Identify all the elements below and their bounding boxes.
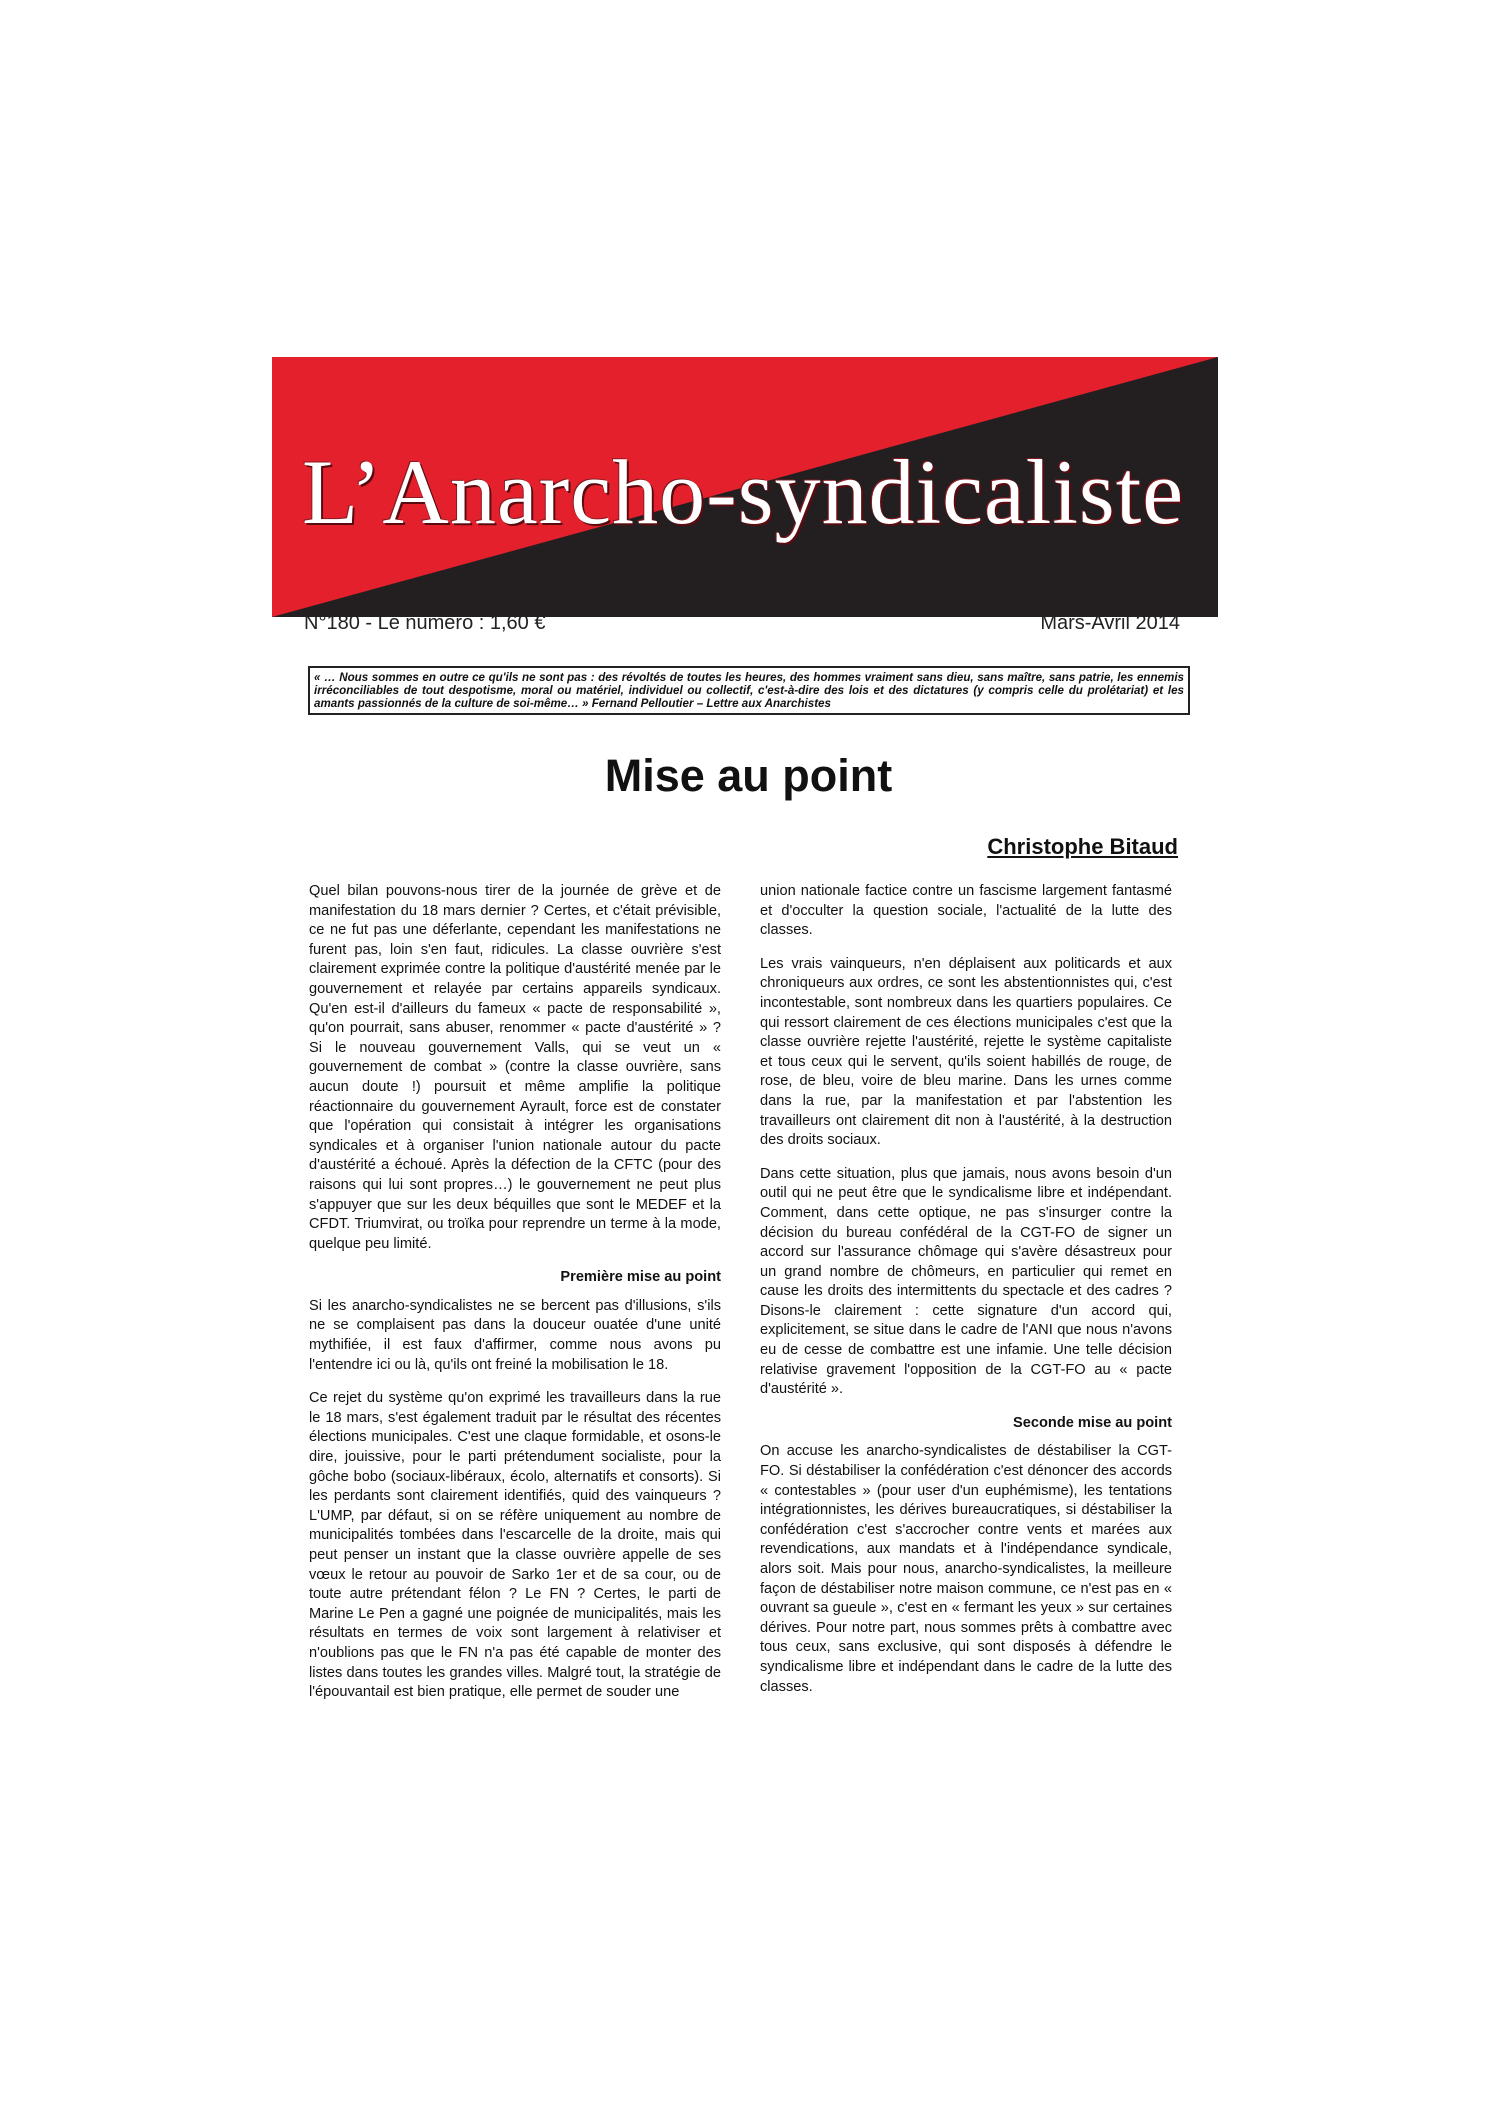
article-author: Christophe Bitaud	[987, 834, 1178, 859]
issue-number: N°180 - Le numéro : 1,60 €	[304, 612, 546, 634]
paragraph: Ce rejet du système qu'on exprimé les travailleurs dans la rue le 18 mars, s'est également traduit par le résultat des récentes élections municipales. C'est une claque formidable, et osons-le dire, jouissive, pour le parti prétendument socialiste, pour la gôche bobo (sociaux-libéraux, écolo, alternatifs et consorts). Si les perdants sont clairement identifiés, quid des vainqueurs ? L'UMP, par défaut, si on se réfère uniquement au nombre de municipalités tombées dans l'escarcelle de la droite, mais qui peut penser un instant que la classe ouvrière appelle de ses vœux le retour au pouvoir de Sarko 1er et de sa cour, ou de toute autre prétendant félon ? Le FN ? Certes, le parti de Marine Le Pen a gagné une poignée de municipalités, mais les résultats en termes de voix sont largement à relativiser et n'oublions pas que le FN n'a pas été capable de monter des listes dans toutes les grandes villes. Malgré tout, la stratégie de l'épouvantail est bien pratique, elle permet de souder une	[309, 1390, 721, 1701]
section-heading: Première mise au point	[560, 1269, 721, 1286]
issue-info	[304, 612, 1180, 642]
paragraph: Si les anarcho-syndicalistes ne se bercent pas d'illusions, s'ils ne se complaisent pas dans la douceur ouatée d'une unité mythifiée, il est faux d'affirmer, comme nous avons pu l'entendre ici ou là, qu'ils ont freiné la mobilisation le 18.	[309, 1297, 721, 1373]
paragraph: On accuse les anarcho-syndicalistes de déstabiliser la CGT-FO. Si déstabiliser la confédération c'est dénoncer des accords « contestables » (pour user d'un euphémisme), les tentations intégrationnistes, les dérives bureaucratiques, si déstabiliser la confédération c'est s'accrocher contre vents et marées aux revendications, aux mandats et à l'indépendance syndicale, alors soit. Mais pour nous, anarcho-syndicalistes, la meilleure façon de déstabiliser notre maison commune, ce n'est pas en « ouvrant sa gueule », c'est en « fermant les yeux » sur certaines dérives. Pour notre part, nous sommes prêts à combattre avec tous ceux, sans exclusive, qui sont disposés à défendre le syndicalisme libre et indépendant dans le cadre de la lutte des classes.	[760, 1443, 1172, 1695]
paragraph: Les vrais vainqueurs, n'en déplaisent aux politicards et aux chroniqueurs aux ordres, ce sont les abstentionnistes qui, c'est incontestable, sont nombreux dans les quartiers populaires. Ce qui ressort clairement de ces élections municipales c'est que la classe ouvrière rejette l'austérité, rejette le système capitaliste et tous ceux qui le servent, qu'ils soient habillés de rouge, de rose, de bleu, voire de bleu marine. Dans les urnes comme dans la rue, par la manifestation et par l'abstention les travailleurs ont clairement dit non à l'austérité, à la destruction des droits sociaux.	[760, 955, 1172, 1149]
paragraph: Quel bilan pouvons-nous tirer de la journée de grève et de manifestation du 18 mars dernier ? Certes, et c'était prévisible, ce ne fut pas une déferlante, cependant les manifestations ne furent pas, loin s'en faut, ridicules. La classe ouvrière s'est clairement exprimée contre la politique d'austérité menée par le gouvernement et relayée par certains appareils syndicaux. Qu'en est-il d'ailleurs du fameux « pacte de responsabilité », qu'on pourrait, sans abuser, renommer « pacte d'austérité » ? Si le nouveau gouvernement Valls, qui se veut un « gouvernement de combat » (contre la classe ouvrière, sans aucun doute !) poursuit et même amplifie la politique réactionnaire du gouvernement Ayrault, force est de constater que l'opération qui consistait à intégrer les organisations syndicales et à organiser l'union nationale autour du pacte d'austérité a échoué. Après la défection de la CFTC (pour des raisons qui lui sont propres…) le gouvernement ne peut plus s'appuyer que sur les deux béquilles que sont le MEDEF et la CFDT. Triumvirat, ou troïka pour reprendre un terme à la mode, quelque peu limité.	[309, 883, 721, 1252]
right-column	[760, 882, 1172, 1711]
paragraph: union nationale factice contre un fascisme largement fantasmé et d'occulter la question sociale, l'actualité de la lutte des classes.	[760, 883, 1172, 939]
left-column	[309, 882, 721, 1717]
article-headline: Mise au point	[604, 750, 893, 801]
paragraph: Dans cette situation, plus que jamais, nous avons besoin d'un outil qui ne peut être que le syndicalisme libre et indépendant. Comment, dans cette optique, ne pas s'insurger contre la décision du bureau confédéral de la CGT-FO de signer un accord sur l'assurance chômage qui s'avère désastreux pour un grand nombre de chômeurs, en particulier qui remet en cause les droits des intermittents du spectacle et des cadres ? Disons-le clairement : cette signature d'un accord qui, explicitement, se situe dans le cadre de l'ANI que nous n'avons eu de cesse de combattre est une infamie. Une telle décision relativise gravement l'opposition de la CGT-FO au « pacte d'austérité ».	[760, 1165, 1172, 1398]
issue-date: Mars-Avril 2014	[1040, 612, 1180, 634]
masthead-banner	[272, 357, 1218, 617]
masthead-title: L’Anarcho-syndicaliste	[302, 441, 1185, 543]
epigraph-quote: « … Nous sommes en outre ce qu'ils ne sont pas : des révoltés de toutes les heures, des hommes vraiment sans dieu, sans maître, sans patrie, les ennemis irréconciliables de tout despotisme, moral ou matériel, individuel ou collectif, c'est-à-dire des lois et des dictatures (y compris celle du prolétariat) et les amants passionnés de la culture de soi-même… » Fernand Pelloutier – Lettre aux Anarchistes	[308, 666, 1190, 715]
section-heading: Seconde mise au point	[1013, 1414, 1172, 1431]
